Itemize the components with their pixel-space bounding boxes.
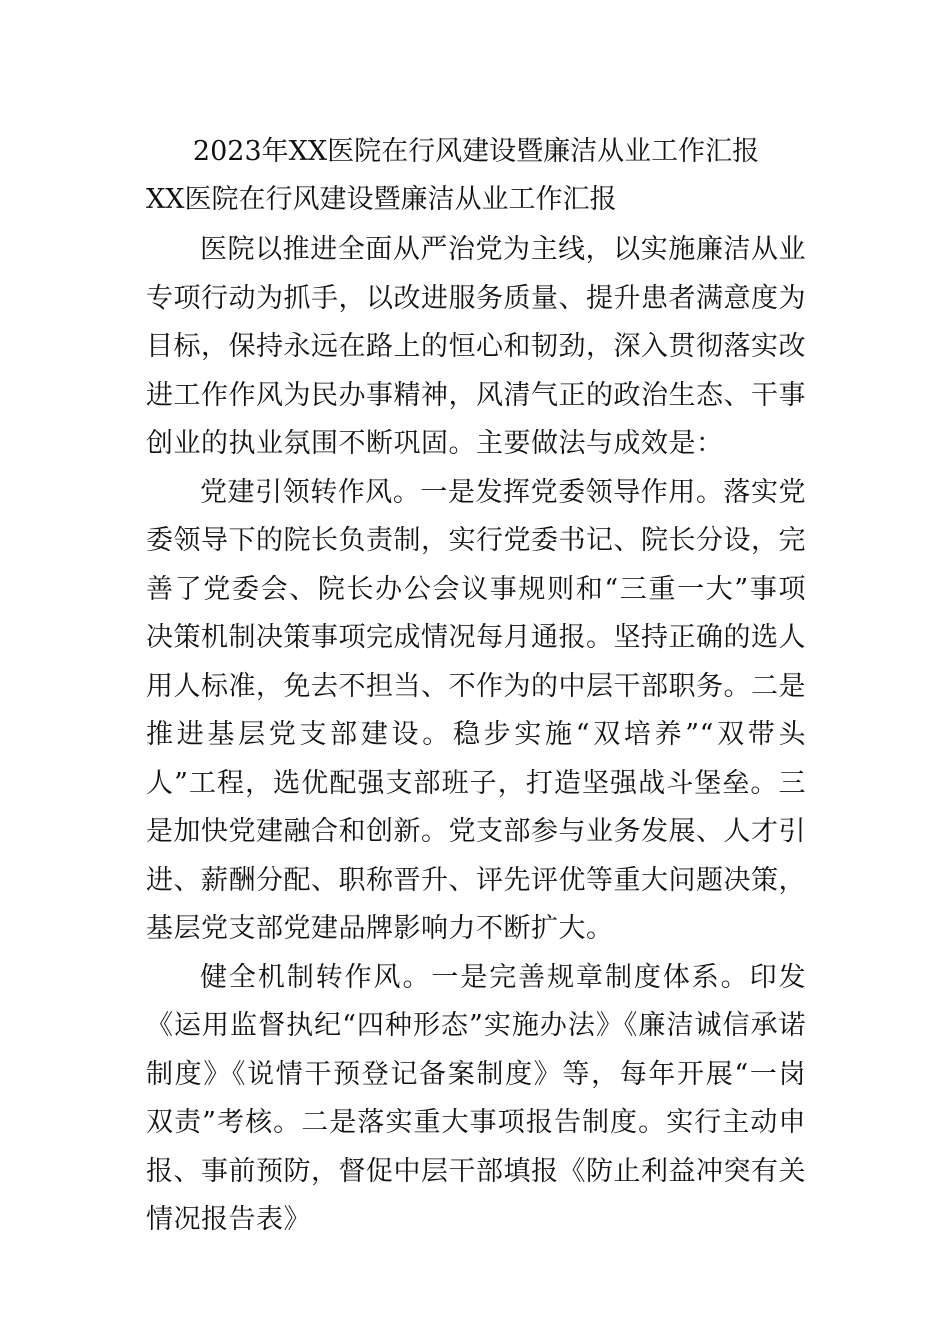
document-body	[146, 226, 806, 1245]
paragraph-intro: 医院以推进全面从严治党为主线，以实施廉洁从业专项行动为抓手，以改进服务质量、提升患者满意度为目标，保持永远在路上的恒心和韧劲，深入贯彻落实改进工作作风为民办事精神，风清气正的政治生态、干事创业的执业氛围不断巩固。主要做法与成效是：	[146, 234, 806, 459]
document-subtitle: XX医院在行风建设暨廉洁从业工作汇报	[146, 184, 617, 215]
document-title: 2023年XX医院在行风建设暨廉洁从业工作汇报	[192, 136, 760, 167]
paragraph-mechanism: 健全机制转作风。一是完善规章制度体系。印发《运用监督执纪“四种形态”实施办法》《廉洁诚信承诺制度》《说情干预登记备案制度》等，每年开展“一岗双责”考核。二是落实重大事项报告制度。实行主动申报、事前预防，督促中层干部填报《防止利益冲突有关情况报告表》	[146, 961, 806, 1235]
paragraph-party-building: 党建引领转作风。一是发挥党委领导作用。落实党委领导下的院长负责制，实行党委书记、院长分设，完善了党委会、院长办公会议事规则和“三重一大”事项决策机制决策事项完成情况每月通报。坚持正确的选人用人标准，免去不担当、不作为的中层干部职务。二是推进基层党支部建设。稳步实施“双培养”“双带头人”工程，选优配强支部班子，打造坚强战斗堡垒。三是加快党建融合和创新。党支部参与业务发展、人才引进、薪酬分配、职称晋升、评先评优等重大问题决策，基层党支部党建品牌影响力不断扩大。	[146, 476, 806, 944]
